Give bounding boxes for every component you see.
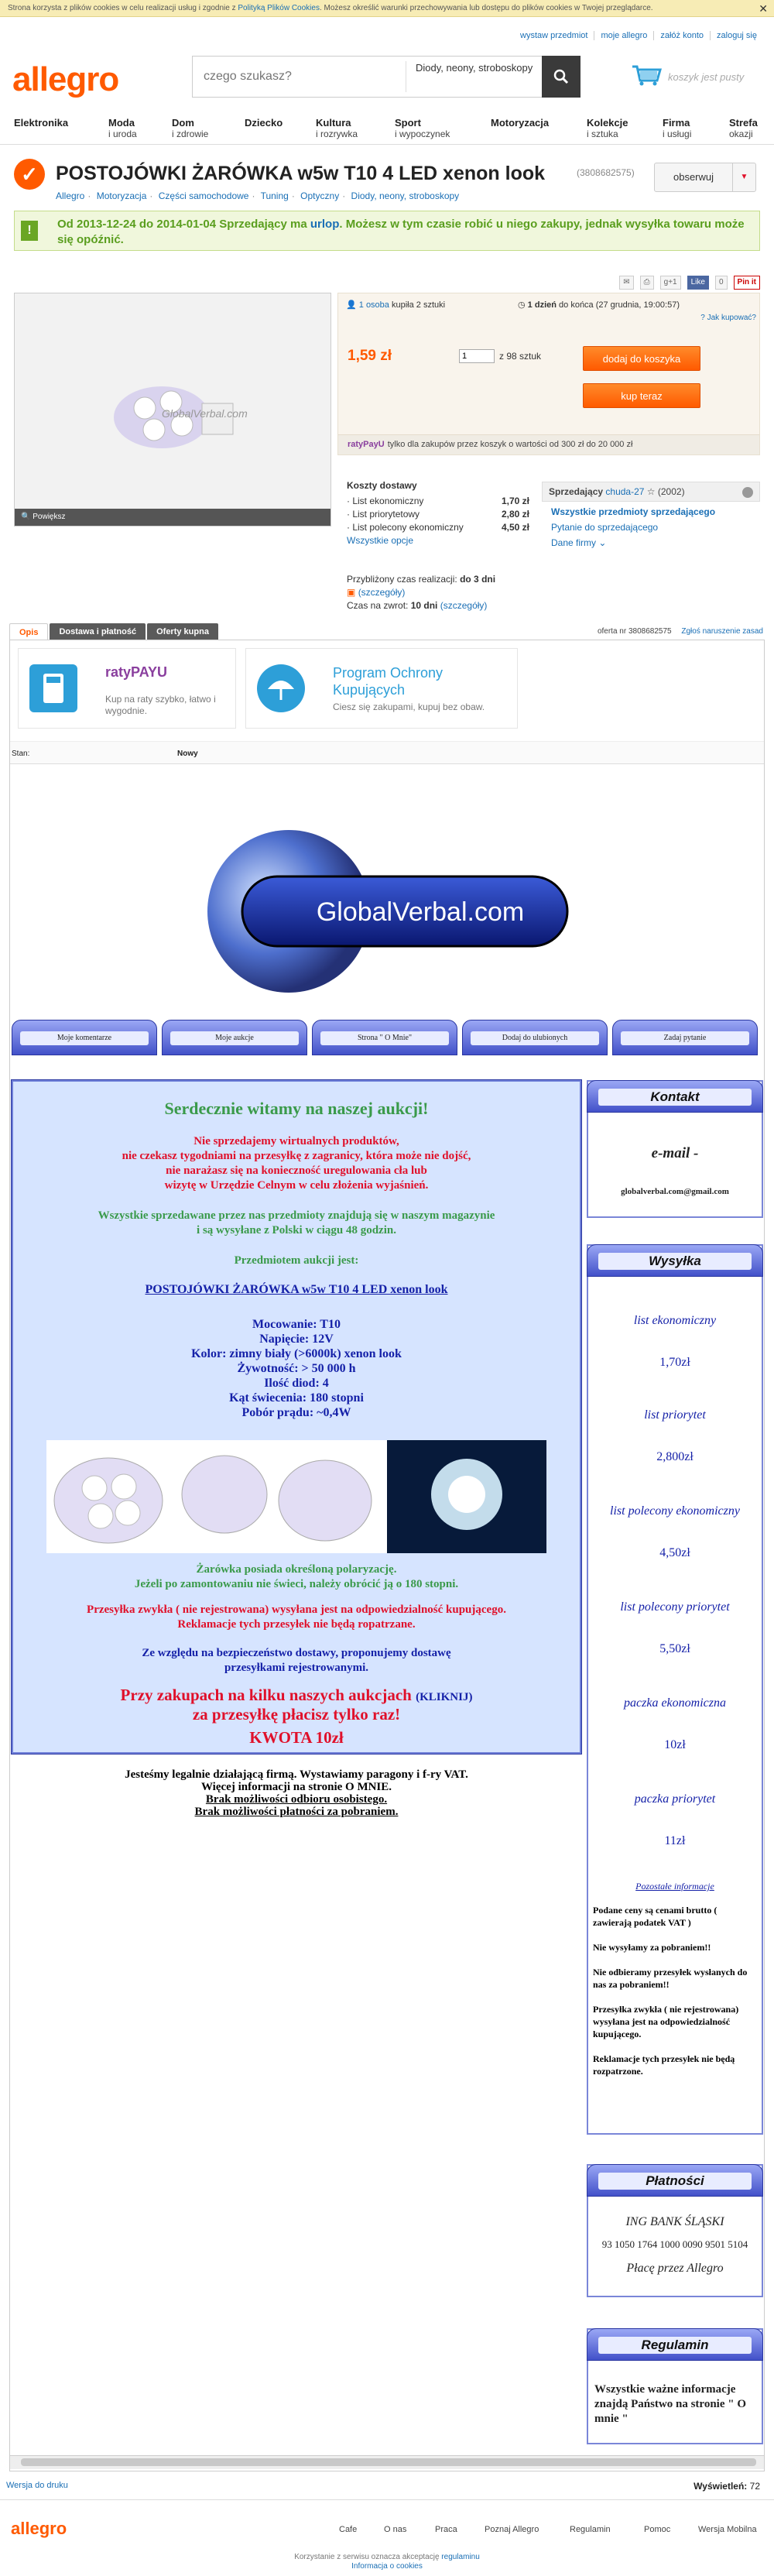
description-panel bbox=[12, 1080, 581, 1818]
menu-about-me[interactable]: Strona " O Mnie" bbox=[312, 1020, 457, 1055]
nav-item-collections[interactable]: Kolekcje i sztuka bbox=[587, 117, 628, 139]
pinterest-button[interactable]: Pin it bbox=[734, 276, 760, 290]
footer-legal: Korzystanie z serwisu oznacza akceptację regulaminu Informacja o cookies bbox=[294, 2553, 480, 2571]
cookie-text-after: . Możesz określić warunki przechowywania lub dostępu do plików cookies w Twojej przeglądarce. bbox=[319, 4, 653, 12]
cookie-bar bbox=[0, 0, 774, 17]
menu-my-comments[interactable]: Moje komentarze bbox=[12, 1020, 157, 1055]
breadcrumb-item[interactable]: Tuning bbox=[260, 190, 289, 201]
ask-seller-link[interactable]: Pytanie do sprzedającego bbox=[551, 522, 659, 533]
more-info-link[interactable]: Pozostałe informacje bbox=[635, 1881, 714, 1892]
contact-box bbox=[587, 1080, 763, 1218]
seller-menu bbox=[10, 1020, 764, 1057]
payments-header: Płatności bbox=[587, 2164, 763, 2197]
search-category-select[interactable] bbox=[406, 61, 560, 92]
shipping-row: · List polecony ekonomiczny 4,50 zł bbox=[347, 522, 529, 533]
tabs bbox=[9, 623, 218, 640]
zoom-button[interactable]: 🔍 Powiększ bbox=[15, 509, 330, 526]
nav-item-culture[interactable]: Kultura i rozrywka bbox=[316, 117, 358, 139]
no-virtual-products: Nie sprzedajemy wirtualnych produktów, nie czekasz tygodniami na przesyłkę z zagranicy, która może nie dojść, nie narażasz się na konieczność uregulowania cła lub wizytę w Urzędzie Celnym w celu złożenia wyjaśnień. bbox=[122, 1135, 471, 1192]
subject-title: POSTOJÓWKI ŻARÓWKA w5w T10 4 LED xenon look bbox=[145, 1283, 448, 1296]
footer-link[interactable]: Praca bbox=[435, 2525, 457, 2534]
subject-label: Przedmiotem aukcji jest: bbox=[234, 1254, 359, 1267]
breadcrumb-item[interactable]: Części samochodowe bbox=[158, 190, 249, 201]
umbrella-icon bbox=[257, 664, 305, 712]
offer-number: (3808682575) bbox=[577, 167, 635, 178]
rules-text: Wszystkie ważne informacje znajdą Państwo na stronie " O mnie " bbox=[594, 2383, 746, 2425]
rating-icon bbox=[742, 487, 753, 498]
payments-box bbox=[587, 2164, 763, 2297]
breadcrumb-item[interactable]: Optyczny bbox=[300, 190, 340, 201]
top-link-list-item[interactable]: wystaw przedmiot bbox=[520, 31, 588, 40]
nav-item-fashion[interactable]: Moda i uroda bbox=[108, 117, 137, 139]
seller-header: Sprzedający chuda-27 ☆ (2002) bbox=[542, 482, 760, 502]
breadcrumb-item[interactable]: Allegro bbox=[56, 190, 85, 201]
nav-item-sport[interactable]: Sport i wypoczynek bbox=[395, 117, 450, 139]
footer-logo[interactable]: allegro bbox=[11, 2519, 67, 2538]
footer-link[interactable]: Regulamin bbox=[570, 2525, 611, 2534]
footer bbox=[0, 2499, 774, 2576]
spec-item: Ilość diod: 4 bbox=[264, 1377, 329, 1390]
warning-icon: ! bbox=[21, 221, 38, 241]
allegro-logo[interactable]: allegro bbox=[12, 60, 119, 98]
nav-item-deals[interactable]: Strefa okazji bbox=[729, 117, 758, 139]
tabs-right bbox=[598, 627, 763, 636]
view-count: Wyświetleń: 72 bbox=[694, 2481, 760, 2492]
share-bar bbox=[619, 275, 760, 290]
spec-item: Kolor: zimny biały (>6000k) xenon look bbox=[191, 1347, 402, 1360]
nav-item-automotive[interactable]: Motoryzacja bbox=[491, 117, 550, 129]
legal-info: Jesteśmy legalnie działającą firmą. Wystawiamy paragony i f-ry VAT. Więcej informacji na stronie O MNIE. Brak możliwości odbioru osobistego. Brak możliwości płatności za pobraniem. bbox=[125, 1768, 468, 1818]
bank-account: 93 1050 1764 1000 0090 9501 5104 bbox=[601, 2238, 748, 2250]
click-link[interactable]: (KLIKNIJ) bbox=[416, 1691, 473, 1703]
delivery-times: Przybliżony czas realizacji: do 3 dni ▣ (szczegóły) Czas na zwrot: 10 dni (szczegóły) bbox=[347, 574, 496, 611]
buy-now-button[interactable]: kup teraz bbox=[583, 383, 700, 408]
close-icon[interactable]: ✕ bbox=[759, 2, 768, 15]
vacation-notice bbox=[14, 211, 760, 251]
top-link-my-allegro[interactable]: moje allegro bbox=[594, 31, 653, 40]
calculator-icon bbox=[29, 664, 77, 712]
pay-allegro: Płacę przez Allegro bbox=[626, 2262, 724, 2275]
promo-text: Kup na raty szybko, łatwo i wygodnie. bbox=[105, 694, 216, 716]
bank-name: ING BANK ŚLĄSKI bbox=[625, 2215, 724, 2228]
led-bulb-photo bbox=[15, 293, 330, 509]
footer-link[interactable]: Pomoc bbox=[644, 2525, 671, 2534]
top-link-register[interactable]: załóż konto bbox=[653, 31, 710, 40]
company-data-link[interactable]: Dane firmy ⌄ bbox=[551, 537, 607, 548]
rules-box bbox=[587, 2328, 763, 2444]
payu-logo: ratyPayU bbox=[348, 440, 385, 449]
nav-item-electronics[interactable]: Elektronika bbox=[14, 117, 69, 129]
multi-purchase-info: Przy zakupach na kilku naszych aukcjach (KLIKNIJ) za przesyłkę płacisz tylko raz! bbox=[120, 1686, 473, 1724]
top-links bbox=[514, 31, 763, 40]
nav-item-home[interactable]: Dom i zdrowie bbox=[172, 117, 209, 139]
seller-all-items-link[interactable]: Wszystkie przedmioty sprzedającego bbox=[551, 506, 716, 517]
facebook-like-button[interactable]: Like bbox=[687, 276, 709, 290]
breadcrumb-item[interactable]: Motoryzacja bbox=[96, 190, 147, 201]
gplus-button[interactable]: g+1 bbox=[660, 276, 681, 290]
spec-item: Pobór prądu: ~0,4W bbox=[241, 1406, 351, 1419]
bought-info: 👤 1 osoba kupiła 2 sztuki bbox=[346, 300, 446, 310]
breadcrumb-item[interactable]: Diody, neony, stroboskopy bbox=[351, 190, 460, 201]
cart[interactable] bbox=[631, 62, 762, 90]
seller-box bbox=[542, 482, 760, 548]
shipping-row: · List ekonomiczny 1,70 zł bbox=[347, 496, 529, 506]
welcome-heading: Serdecznie witamy na naszej aukcji! bbox=[164, 1099, 429, 1118]
print-icon[interactable]: ⎙ bbox=[640, 276, 654, 290]
warehouse-info: Wszystkie sprzedawane przez nas przedmioty znajdują się w naszym magazynie i są wysyłane z Polski w ciągu 48 godzin. bbox=[98, 1209, 495, 1237]
description-frame bbox=[9, 640, 765, 2471]
scrollbar-thumb[interactable] bbox=[21, 2458, 756, 2466]
quantity-input[interactable] bbox=[459, 349, 495, 363]
available-quantity: z 98 sztuk bbox=[499, 351, 542, 362]
observe-label: obserwuj bbox=[673, 171, 714, 183]
regular-shipping-info: Przesyłka zwykła ( nie rejestrowana) wysyłana jest na odpowiedzialność kupującego. Reklamacje tych przesyłek nie będą ropatrzane. bbox=[87, 1604, 506, 1631]
product-image[interactable] bbox=[14, 293, 331, 527]
nav-item-child[interactable]: Dziecko bbox=[245, 117, 283, 129]
page-title: POSTOJÓWKI ŻARÓWKA w5w T10 4 LED xenon look bbox=[56, 163, 546, 184]
seller-banner bbox=[196, 822, 583, 1000]
shipping-box: Wysyłka list ekonomiczny 1,70zł list priorytet 2,800zł list polecony ekonomiczny 4,50zł list polecony priorytet 5,50zł paczka ekonomiczna 10zł paczka priorytet 11zł Pozostałe informacje Podane ceny są cenami brutto ( zawierają podatek VAT ) Nie wysyłamy za pobraniem!! Nie odbieramy przesyłek wysłanych do nas za pobraniem!! Przesyłka zwykła ( nie rejestrowana) wysyłana jest na odpowiedzialność kupującego. Reklamacje tych przesyłek nie będą rozpatrzone. bbox=[587, 1244, 763, 2135]
all-shipping-options-link[interactable]: Wszystkie opcje bbox=[347, 535, 414, 546]
safety-info: Ze względu na bezpieczeństwo dostawy, proponujemy dostawę przesyłkami rejestrowanymi. bbox=[142, 1647, 451, 1674]
specs-list bbox=[13, 1317, 580, 1420]
how-to-buy-link[interactable]: ? Jak kupować? bbox=[700, 314, 756, 322]
search-button[interactable] bbox=[542, 56, 580, 98]
cookie-text-before: Strona korzysta z plików cookies w celu realizacji usług i zgodnie z bbox=[8, 4, 236, 12]
like-count: 0 bbox=[715, 276, 728, 290]
observe-button[interactable] bbox=[654, 163, 756, 192]
product-photos bbox=[46, 1440, 546, 1553]
condition-label: Stan: bbox=[12, 749, 30, 758]
polarity-info: Żarówka posiada określoną polaryzację. Jeżeli po zamontowaniu nie świeci, należy obrócić ją o 180 stopni. bbox=[134, 1563, 459, 1590]
email-icon[interactable]: ✉ bbox=[619, 276, 633, 290]
promo-text: Ciesz się zakupami, kupuj bez obaw. bbox=[333, 701, 485, 712]
clock-icon: ◷ bbox=[518, 300, 526, 310]
rules-header: Regulamin bbox=[587, 2328, 763, 2361]
end-time: ◷ 1 dzień do końca (27 grudnia, 19:00:57) bbox=[518, 300, 680, 310]
buyer-protection-promo[interactable] bbox=[245, 648, 518, 729]
shipping-row: · List priorytetowy 2,80 zł bbox=[347, 509, 529, 520]
report-link[interactable]: Zgłoś naruszenie zasad bbox=[681, 627, 763, 636]
footer-link[interactable]: Cafe bbox=[339, 2525, 358, 2534]
menu-ask-question[interactable]: Zadaj pytanie bbox=[612, 1020, 758, 1055]
spec-item: Żywotność: > 50 000 h bbox=[237, 1362, 356, 1375]
footer-link[interactable]: O nas bbox=[384, 2525, 407, 2534]
breadcrumb: Allegro · Motoryzacja · Części samochodowe · Tuning · Optyczny · Diody, neony, stroboskopy bbox=[56, 190, 460, 201]
search-bar bbox=[192, 56, 580, 98]
spec-item: Kąt świecenia: 180 stopni bbox=[229, 1391, 364, 1405]
buy-box bbox=[337, 293, 760, 455]
top-link-login[interactable]: zaloguj się bbox=[710, 31, 763, 40]
price: 1,59 zł bbox=[348, 348, 392, 364]
tab-offer-number: oferta nr 3808682575 bbox=[597, 627, 672, 636]
people-icon: 👤 bbox=[346, 300, 357, 310]
contact-email[interactable]: globalverbal.com@gmail.com bbox=[621, 1187, 729, 1196]
raty-info: ratyPayU tylko dla zakupów przez koszyk o wartości od 300 zł do 20 000 zł bbox=[338, 434, 759, 454]
nav-item-company[interactable]: Firma i usługi bbox=[663, 117, 692, 139]
check-icon: ✓ bbox=[14, 159, 45, 190]
menu-my-auctions[interactable]: Moje aukcje bbox=[162, 1020, 307, 1055]
horizontal-scrollbar[interactable] bbox=[10, 2455, 764, 2469]
contact-label: e-mail - bbox=[651, 1145, 699, 1161]
basket-icon bbox=[631, 62, 662, 87]
promo-title: Program Ochrony Kupujących bbox=[333, 665, 444, 698]
tab-offers[interactable]: Oferty kupna bbox=[147, 623, 218, 640]
banner-text: GlobalVerbal.com bbox=[316, 897, 525, 927]
menu-add-favorites[interactable]: Dodaj do ulubionych bbox=[462, 1020, 608, 1055]
payu-promo[interactable] bbox=[18, 648, 236, 729]
shipping-box-header: Wysyłka bbox=[587, 1244, 763, 1277]
search-icon bbox=[553, 69, 569, 84]
help-icon: ? bbox=[700, 314, 705, 322]
footer-link[interactable]: Wersja Mobilna bbox=[698, 2525, 757, 2534]
image-watermark: GlobalVerbal.com bbox=[162, 407, 248, 420]
shipping-costs bbox=[347, 480, 529, 546]
extra-info: Podane ceny są cenami brutto ( zawierają podatek VAT ) Nie wysyłamy za pobraniem!! Nie odbieramy przesyłek wysłanych do nas za pobraniem!! Przesyłka zwykła ( nie rejestrowana) wysyłana jest na odpowiedzialność kupującego. Reklamacje tych przesyłek nie będą rozpatrzone. bbox=[593, 1905, 748, 2077]
add-to-cart-button[interactable]: dodaj do koszyka bbox=[583, 346, 700, 371]
spec-item: Napięcie: 12V bbox=[259, 1333, 334, 1346]
condition-value: Nowy bbox=[177, 749, 198, 758]
footer-link[interactable]: Poznaj Allegro bbox=[485, 2525, 539, 2534]
star-icon: ☆ bbox=[646, 486, 656, 497]
kwota: KWOTA 10zł bbox=[249, 1728, 344, 1747]
cart-status: koszyk jest pusty bbox=[668, 71, 745, 83]
vacation-notice-text: Od 2013-12-24 do 2014-01-04 Sprzedający ma urlop. Możesz w tym czasie robić u niego zakupy, jednak wysyłka towaru może się opóźnić. bbox=[57, 218, 745, 246]
search-input[interactable] bbox=[193, 57, 396, 97]
shipping-header: Koszty dostawy bbox=[347, 480, 417, 491]
contact-header: Kontakt bbox=[587, 1080, 763, 1113]
calendar-icon: ▣ bbox=[347, 587, 356, 598]
vacation-link[interactable]: urlop bbox=[310, 218, 340, 231]
condition-row bbox=[10, 741, 764, 764]
cookie-policy-link[interactable]: Polityką Plików Cookies bbox=[238, 4, 320, 12]
promo-title: ratyPAYU bbox=[105, 664, 168, 680]
chevron-down-icon[interactable]: ▼ bbox=[732, 163, 755, 191]
tab-description[interactable]: Opis bbox=[9, 623, 48, 640]
chevron-down-icon: ⌄ bbox=[598, 537, 607, 548]
print-version-link[interactable]: Wersja do druku bbox=[6, 2481, 68, 2490]
spec-item: Mocowanie: T10 bbox=[252, 1318, 341, 1331]
category-nav bbox=[0, 112, 774, 145]
search-category-value: Diody, neony, stroboskopy bbox=[416, 62, 533, 74]
tab-delivery[interactable]: Dostawa i płatność bbox=[50, 623, 146, 640]
